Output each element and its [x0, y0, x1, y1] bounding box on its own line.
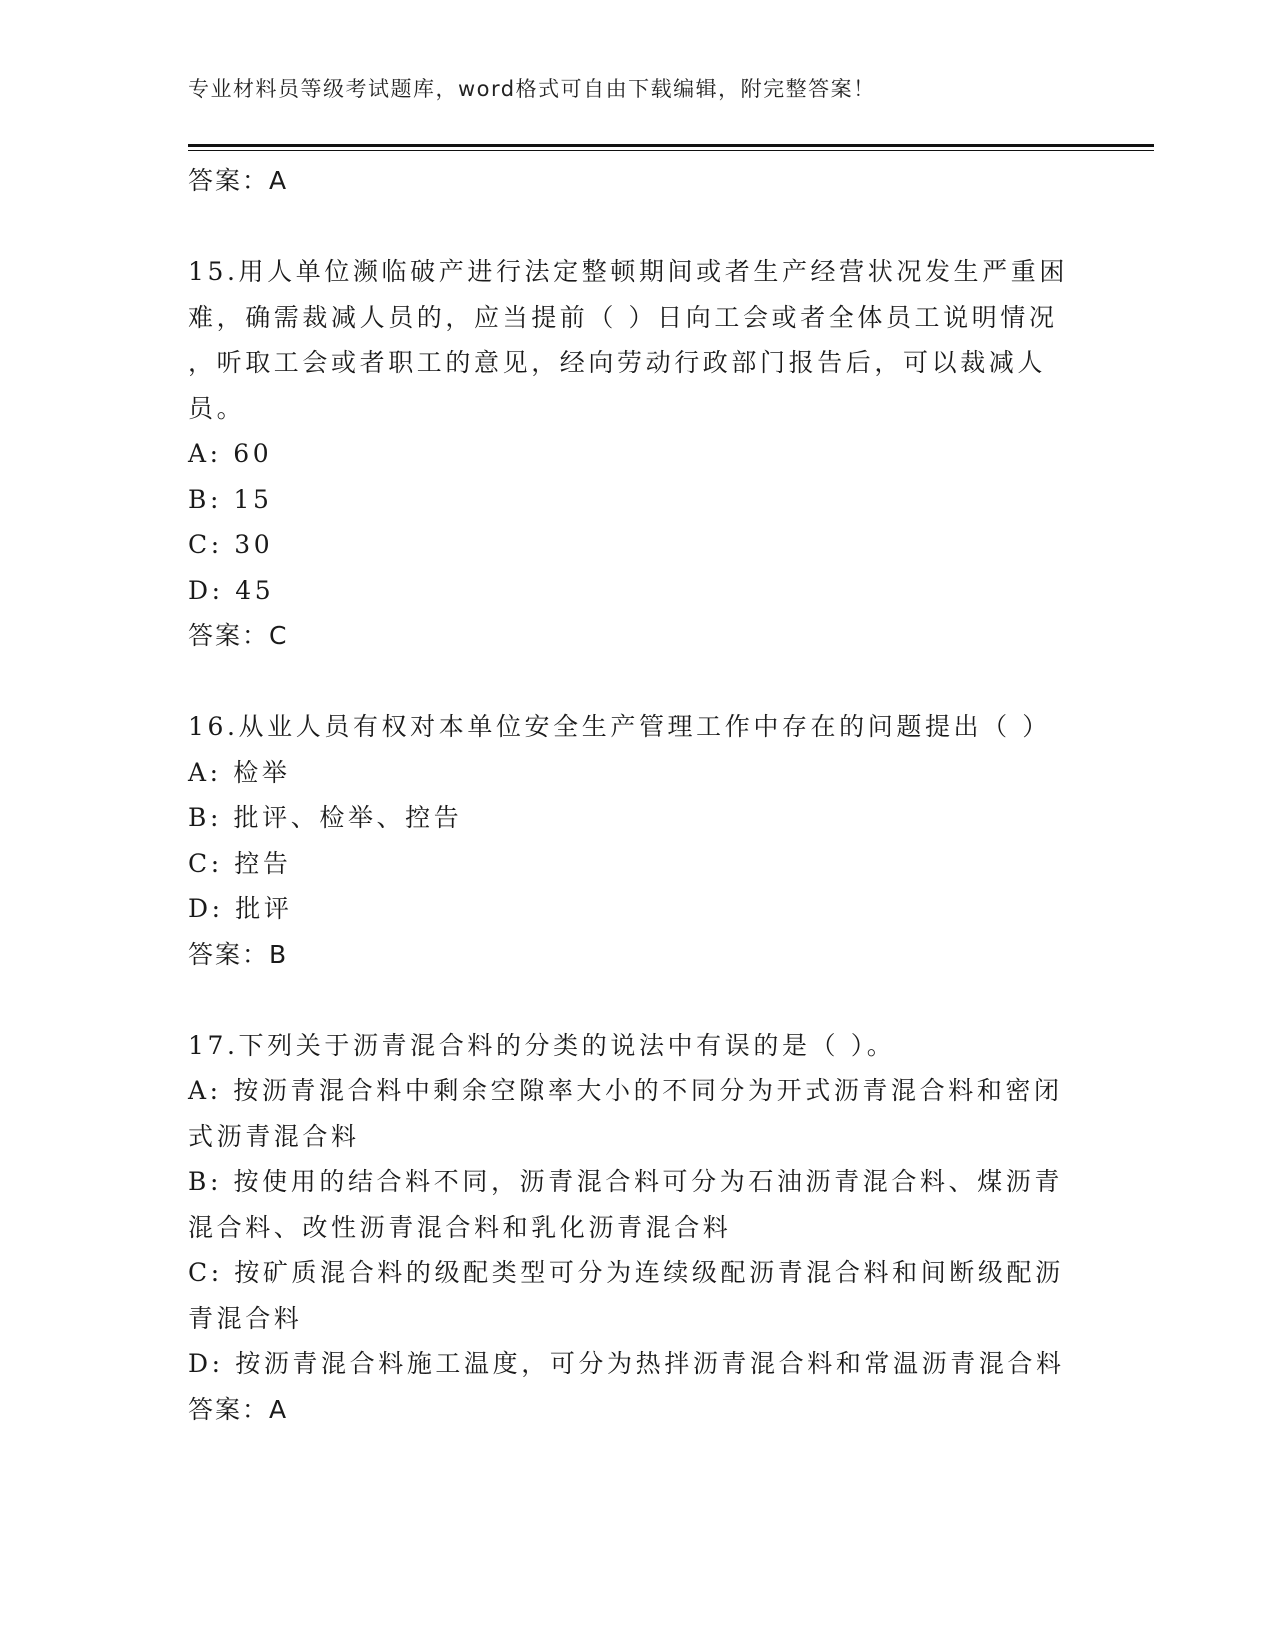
question-17 [188, 1023, 1088, 1433]
question-15-option-c: C: 30 [188, 530, 274, 559]
question-15-option-a: A: 60 [188, 439, 273, 468]
question-16 [188, 704, 1088, 977]
page-header: 专业材料员等级考试题库，word格式可自由下载编辑，附完整答案！ [188, 77, 876, 101]
question-16-option-b: B: 批评、检举、控告 [188, 803, 463, 832]
question-17-option-d: D: 按沥青混合料施工温度，可分为热拌沥青混合料和常温沥青混合料 [188, 1349, 1065, 1378]
question-17-option-a-line-2: 式沥青混合料 [188, 1121, 360, 1151]
answer-q17: 答案：A [188, 1394, 289, 1424]
spacer [188, 977, 1088, 1023]
answer-q15: 答案：C [188, 621, 289, 650]
question-15-text-line-4: 员。 [188, 393, 246, 423]
question-15-option-d: D: 45 [188, 575, 275, 605]
answer-q16: 答案：B [188, 939, 289, 969]
question-17-option-c-line-2: 青混合料 [188, 1303, 303, 1333]
header-divider [188, 144, 1154, 147]
question-15 [188, 249, 1088, 659]
question-17-option-b-line-1: B: 按使用的结合料不同，沥青混合料可分为石油沥青混合料、煤沥青 [188, 1167, 1063, 1196]
spacer [188, 204, 1088, 250]
header-divider-thin [188, 150, 1154, 151]
question-16-option-a: A: 检举 [188, 757, 291, 787]
question-17-option-c-line-1: C: 按矿质混合料的级配类型可分为连续级配沥青混合料和间断级配沥 [188, 1258, 1064, 1287]
question-16-option-d: D: 批评 [188, 894, 293, 923]
question-16-option-c: C: 控告 [188, 848, 292, 878]
question-15-text-line-1: 15.用人单位濒临破产进行法定整顿期间或者生产经营状况发生严重困 [188, 257, 1068, 286]
spacer [188, 659, 1088, 705]
question-16-text-line-1: 16.从业人员有权对本单位安全生产管理工作中存在的问题提出（ ） [188, 712, 1051, 741]
question-17-text-line-1: 17.下列关于沥青混合料的分类的说法中有误的是（ ）。 [188, 1030, 896, 1060]
question-17-option-b-line-2: 混合料、改性沥青混合料和乳化沥青混合料 [188, 1212, 732, 1242]
question-17-option-a-line-1: A: 按沥青混合料中剩余空隙率大小的不同分为开式沥青混合料和密闭 [188, 1076, 1063, 1105]
question-15-text-line-2: 难，确需裁减人员的，应当提前（ ）日向工会或者全体员工说明情况 [188, 302, 1058, 332]
question-content [188, 158, 1088, 1432]
answer-q14: 答案：A [188, 166, 289, 195]
question-15-text-line-3: ，听取工会或者职工的意见，经向劳动行政部门报告后，可以裁减人 [188, 348, 1047, 377]
question-15-option-b: B: 15 [188, 484, 273, 514]
